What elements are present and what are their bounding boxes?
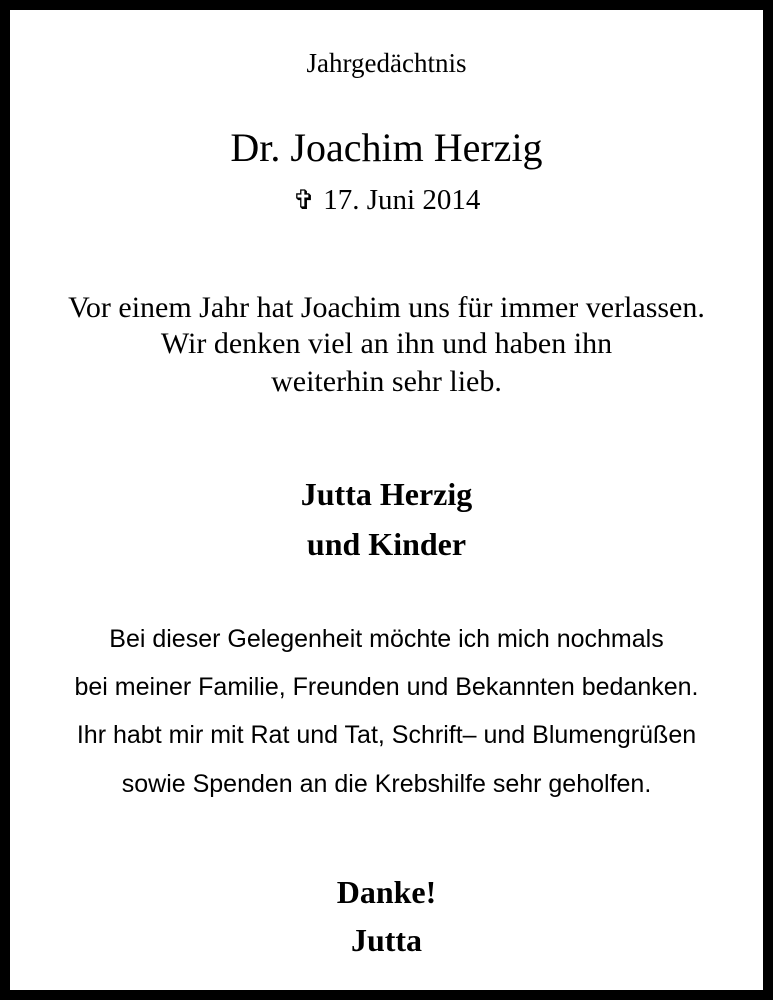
message-line-1: Vor einem Jahr hat Joachim uns für immer verlassen. xyxy=(68,291,705,324)
cross-icon: ✞ xyxy=(292,185,316,215)
death-date-line xyxy=(20,184,753,217)
thanks-line-2: bei meiner Familie, Freunden und Bekannten bedanken. xyxy=(74,673,699,701)
closing-thanks: Danke! xyxy=(336,874,437,910)
thanks-line-3: Ihr habt mir mit Rat und Tat, Schrift– und Blumengrüßen xyxy=(76,721,697,749)
notice-heading: Jahrgedächtnis xyxy=(306,48,467,78)
death-date: 17. Juni 2014 xyxy=(323,184,481,216)
signature-line-1: Jutta Herzig xyxy=(300,476,473,512)
thanks-line-1: Bei dieser Gelegenheit möchte ich mich nochmals xyxy=(109,625,664,653)
thanks-line-4: sowie Spenden an die Krebshilfe sehr geholfen. xyxy=(121,770,652,798)
signature-line-2: und Kinder xyxy=(306,526,467,562)
closing-signature: Jutta xyxy=(350,922,423,958)
message-line-2: Wir denken viel an ihn und haben ihn xyxy=(160,327,613,360)
message-line-3: weiterhin sehr lieb. xyxy=(271,365,502,398)
deceased-name: Dr. Joachim Herzig xyxy=(230,125,543,170)
